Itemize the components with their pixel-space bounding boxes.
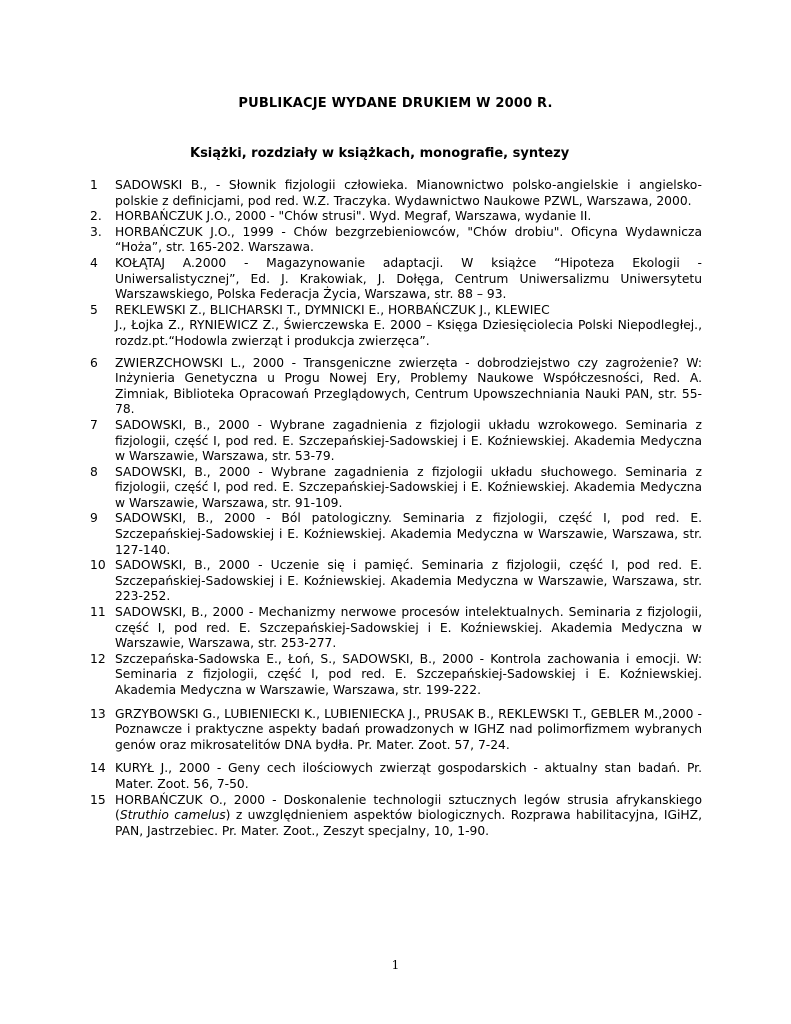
publication-entry-2 xyxy=(90,209,702,225)
entry-text xyxy=(115,793,702,840)
page-title: PUBLIKACJE WYDANE DRUKIEM W 2000 R. xyxy=(238,96,553,111)
publication-entry-13 xyxy=(90,707,702,754)
entry-text: SADOWSKI, B., 2000 - Mechanizmy nerwowe procesów intelektualnych. Seminaria z fizjologii, część I, pod red. E. Szczepańskiej-Sadowskiej i E. Koźniewskiej. Akademia Medyczna w Warszawie, Warszawa, str. 253-277. xyxy=(115,605,702,651)
entry-text xyxy=(115,303,702,350)
entry-text: Szczepańska-Sadowska E., Łoń, S., SADOWSKI, B., 2000 - Kontrola zachowania i emocji. W: Seminaria z fizjologii, część I, pod red. E. Szczepańskiej-Sadowskiej i E. Koźniewskiej. Akademia Medyczna w Warszawie, Warszawa, str. 199-222. xyxy=(115,651,702,697)
publication-entry-14 xyxy=(90,761,702,792)
entry-text-part: HORBAŃCZUK O., 2000 - Doskonalenie technologii sztucznych legów strusia afrykanskiego ( xyxy=(115,792,702,823)
publication-entry-12 xyxy=(90,652,702,699)
entry-text-line: J., Łojka Z., RYNIEWICZ Z., Świerczewska E. 2000 – Księga Dziesięciolecia Polski Niepodległej., rozdz.pt.“Hodowla zwierząt i produkcja zwierzęca”. xyxy=(115,318,702,348)
entry-number: 8 xyxy=(90,464,98,479)
entry-number: 1 xyxy=(90,178,98,192)
entry-number: 5 xyxy=(90,302,98,317)
entry-number: 11 xyxy=(90,605,106,620)
entry-text: GRZYBOWSKI G., LUBIENIECKI K., LUBIENIECKA J., PRUSAK B., REKLEWSKI T., GEBLER M.,2000 - Poznawcze i praktyczne aspekty badań prowadzonych w IGHZ nad polimorfizmem wybranych genów oraz mikrosatelitów DNA bydła. Pr. Mater. Zoot. 57, 7-24. xyxy=(115,706,702,752)
entry-number: 7 xyxy=(90,417,98,432)
entry-text: HORBAŃCZUK J.O., 1999 - Chów bezgrzebieniowców, "Chów drobiu". Oficyna Wydawnicza “Hoża”, str. 165-202. Warszawa. xyxy=(115,224,702,255)
entry-number: 13 xyxy=(90,706,106,721)
section-subtitle: Książki, rozdziały w książkach, monografie, syntezy xyxy=(190,146,570,161)
publication-entry-4 xyxy=(90,256,702,303)
publication-entry-7 xyxy=(90,418,702,465)
entry-number: 6 xyxy=(90,355,98,370)
entry-number: 12 xyxy=(90,651,106,666)
publication-entry-3 xyxy=(90,225,702,256)
entry-number: 4 xyxy=(90,255,98,270)
entry-number: 14 xyxy=(90,761,106,776)
species-name: Struthio camelus xyxy=(119,808,226,823)
publication-list xyxy=(90,178,702,839)
publication-entry-9 xyxy=(90,511,702,558)
entry-number: 3. xyxy=(90,224,102,239)
entry-text: ZWIERZCHOWSKI L., 2000 - Transgeniczne zwierzęta - dobrodziejstwo czy zagrożenie? W: Inżynieria Genetyczna u Progu Nowej Ery, Problemy Naukowe Współczesności, Red. A. Zimniak, Biblioteka Opracowań Przeglądowych, Centrum Upowszechniania Nauki PAN, str. 55-78. xyxy=(115,355,702,417)
entry-text-line: REKLEWSKI Z., BLICHARSKI T., DYMNICKI E., HORBAŃCZUK J., KLEWIEC xyxy=(115,302,550,317)
entry-text: SADOWSKI B., - Słownik fizjologii człowieka. Mianownictwo polsko-angielskie i angielsko-polskie z definicjami, pod red. W.Z. Traczyka. Wydawnictwo Naukowe PZWL, Warszawa, 2000. xyxy=(115,178,702,208)
entry-text: HORBAŃCZUK J.O., 2000 - "Chów strusi". Wyd. Megraf, Warszawa, wydanie II. xyxy=(115,209,592,224)
entry-text: SADOWSKI, B., 2000 - Ból patologiczny. Seminaria z fizjologii, część I, pod red. E. Szczepańskiej-Sadowskiej i E. Koźniewskiej. Akademia Medyczna w Warszawie, Warszawa, str. 127-140. xyxy=(115,511,702,557)
publication-entry-6 xyxy=(90,356,702,418)
publication-entry-5 xyxy=(90,303,702,350)
entry-text: SADOWSKI, B., 2000 - Wybrane zagadnienia z fizjologii układu słuchowego. Seminaria z fizjologii, część I, pod red. E. Szczepańskiej-Sadowskiej i E. Koźniewskiej. Akademia Medyczna w Warszawie, Warszawa, str. 91-109. xyxy=(115,464,702,510)
publication-entry-10 xyxy=(90,558,702,605)
entry-text: KOŁĄTAJ A.2000 - Magazynowanie adaptacji. W książce “Hipoteza Ekologii - Uniwersalistycznej”, Ed. J. Krakowiak, J. Dołęga, Centrum Uniwersalizmu Uniwersytetu Warszawskiego, Polska Federacja Życia, Warszawa, str. 88 – 93. xyxy=(115,255,702,302)
entry-text: KURYŁ J., 2000 - Geny cech ilościowych zwierząt gospodarskich - aktualny stan badań. Pr. Mater. Zoot. 56, 7-50. xyxy=(115,761,702,791)
publication-entry-15 xyxy=(90,793,702,840)
publication-entry-11 xyxy=(90,605,702,652)
entry-number: 15 xyxy=(90,792,106,807)
publication-entry-1 xyxy=(90,178,702,209)
entry-text-part: ) z uwzględnieniem aspektów biologicznych. Rozprawa habilitacyjna, IGiHZ, PAN, Jastrzebiec. Pr. Mater. Zoot., Zeszyt specjalny, 10, 1-90. xyxy=(115,808,702,838)
entry-text: SADOWSKI, B., 2000 - Uczenie się i pamięć. Seminaria z fizjologii, część I, pod red. E. Szczepańskiej-Sadowskiej i E. Koźniewskiej. Akademia Medyczna w Warszawie, Warszawa, str. 223-252. xyxy=(115,558,702,604)
entry-number: 9 xyxy=(90,511,98,526)
publication-entry-8 xyxy=(90,465,702,512)
entry-number: 10 xyxy=(90,558,106,573)
entry-number: 2. xyxy=(90,209,102,224)
entry-text: SADOWSKI, B., 2000 - Wybrane zagadnienia z fizjologii układu wzrokowego. Seminaria z fizjologii, część I, pod red. E. Szczepańskiej-Sadowskiej i E. Koźniewskiej. Akademia Medyczna w Warszawie, Warszawa, str. 53-79. xyxy=(115,417,702,464)
page-number: 1 xyxy=(391,958,400,972)
